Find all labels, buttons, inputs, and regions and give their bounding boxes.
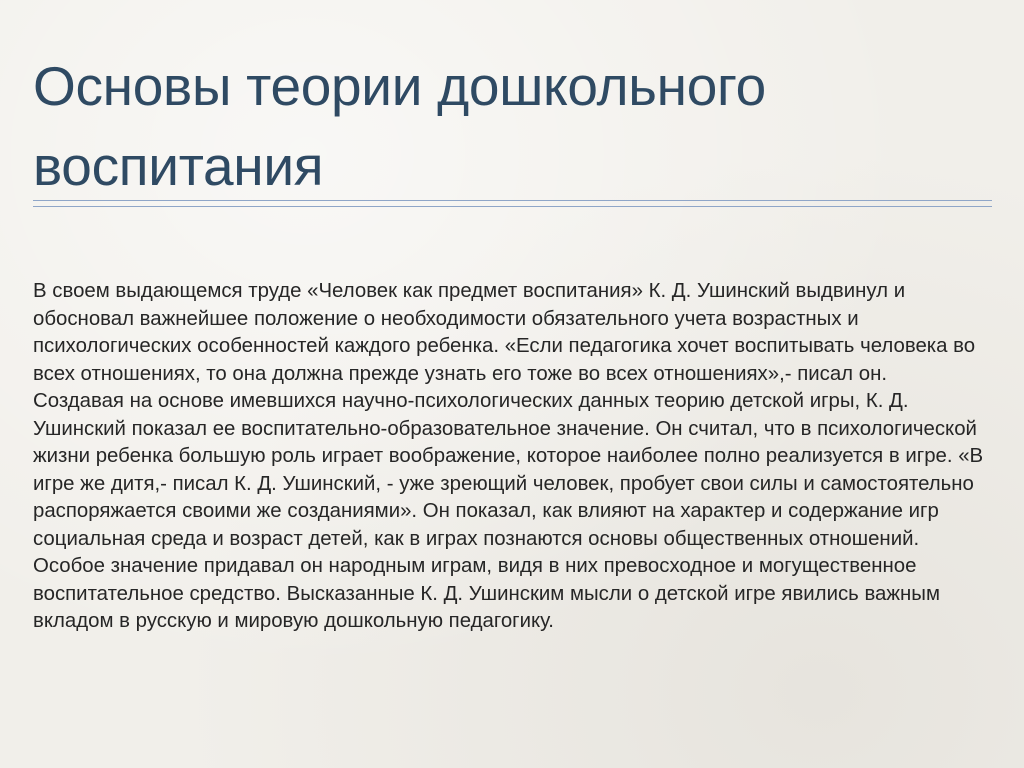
body-paragraph-2: Создавая на основе имевшихся научно-психологических данных теорию детской игры, К. Д. Ушинский показал ее воспитательно-образовательное значение. Он считал, что в психологической жизни ребенка большую роль играет воображение, которое наиболее полно реализуется в игре. «В игре же дитя,- писал К. Д. Ушинский, - уже зреющий человек, пробует свои силы и самостоятельно распоряжается своими же созданиями». Он показал, как влияют на характер и содержание игр социальная среда и возраст детей, как в играх познаются основы общественных отношений. Особое значение придавал он народным играм, видя в них превосходное и могущественное воспитательное средство. Высказанные К. Д. Ушинским мысли о детской игре явились важным вкладом в русскую и мировую дошкольную педагогику. [33, 390, 984, 632]
slide-title: Основы теории дошкольного воспитания [33, 55, 766, 197]
slide-body [33, 278, 988, 636]
title-divider [33, 200, 992, 207]
body-paragraph-1: В своем выдающемся труде «Человек как предмет воспитания» К. Д. Ушинский выдвинул и обосновал важнейшее положение о необходимости обязательного учета возрастных и психологических особенностей каждого ребенка. «Если педагогика хочет воспитывать человека во всех отношениях, то она должна прежде узнать его тоже во всех отношениях»,- писал он. [33, 280, 976, 385]
